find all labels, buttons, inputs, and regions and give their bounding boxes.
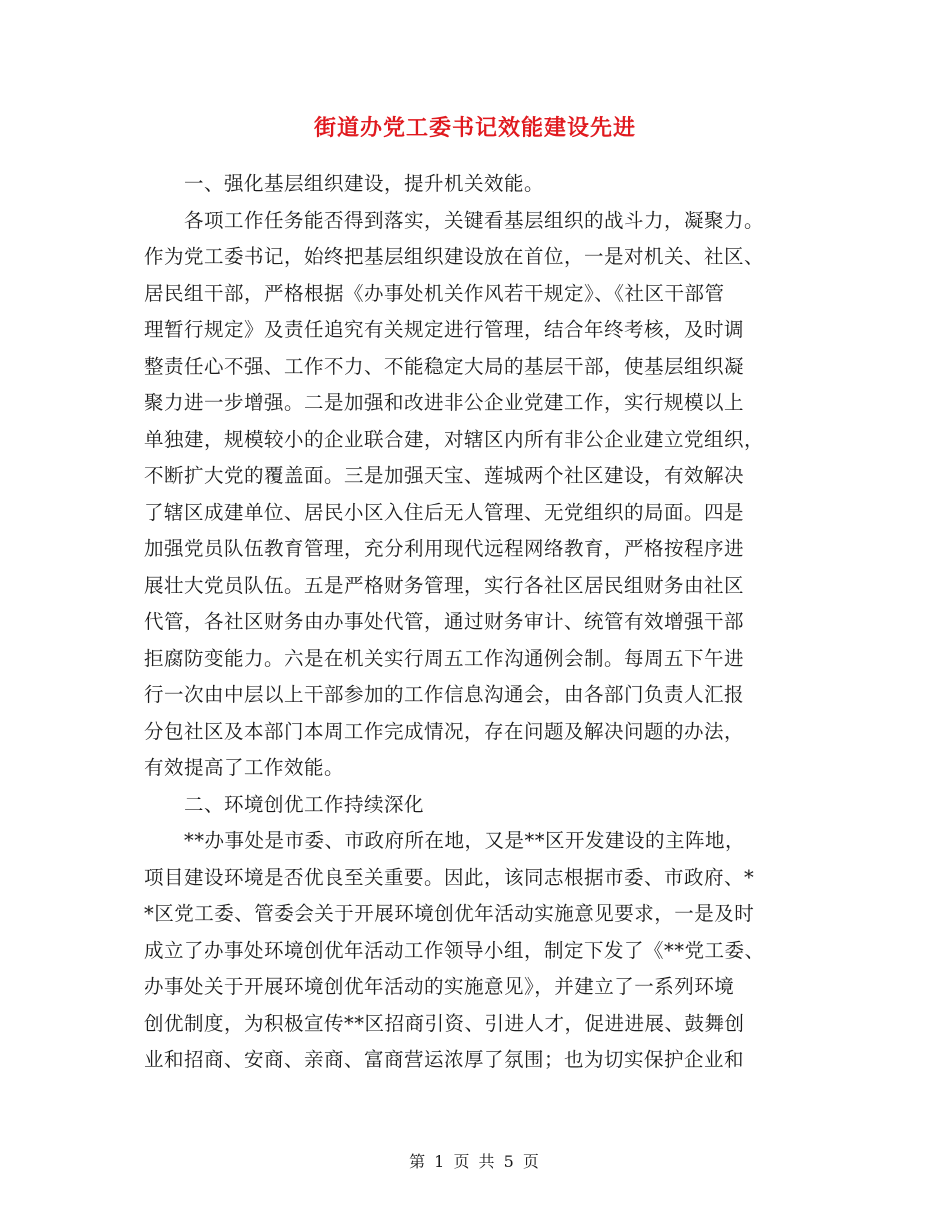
text-line: 一、强化基层组织建设，提升机关效能。 xyxy=(184,172,545,195)
text-line: 整责任心不强、工作不力、不能稳定大局的基层干部，使基层组织凝 xyxy=(144,354,745,378)
text-line: 拒腐防变能力。六是在机关实行周五工作沟通例会制。每周五下午进 xyxy=(144,646,745,670)
text-line: 项目建设环境是否优良至关重要。因此，该同志根据市委、市政府、* xyxy=(144,865,755,889)
document-title: 街道办党工委书记效能建设先进 xyxy=(313,115,636,141)
text-line: 行一次由中层以上干部参加的工作信息沟通会，由各部门负责人汇报 xyxy=(144,683,745,706)
text-line: 成立了办事处环境创优年活动工作领导小组，制定下发了《**党工委、 xyxy=(144,938,765,962)
text-line: 办事处关于开展环境创优年活动的实施意见》，并建立了一系列环境 xyxy=(144,975,735,998)
text-line: 分包社区及本部门本周工作完成情况，存在问题及解决问题的办法， xyxy=(144,719,745,743)
text-line: 作为党工委书记，始终把基层组织建设放在首位，一是对机关、社区、 xyxy=(144,245,765,268)
text-line: *区党工委、管委会关于开展环境创优年活动实施意见要求，一是及时 xyxy=(144,902,755,925)
text-line: 有效提高了工作效能。 xyxy=(144,756,345,779)
text-line: 聚力进一步增强。二是加强和改进非公企业党建工作，实行规模以上 xyxy=(144,391,745,414)
text-line: 代管，各社区财务由办事处代管，通过财务审计、统管有效增强干部 xyxy=(144,610,745,633)
text-line: 不断扩大党的覆盖面。三是加强天宝、莲城两个社区建设，有效解决 xyxy=(144,464,745,487)
text-line: 业和招商、安商、亲商、富商营运浓厚了氛围；也为切实保护企业和 xyxy=(144,1048,745,1071)
document-body xyxy=(144,166,808,1079)
page-footer: 第 1 页 共 5 页 xyxy=(409,1152,541,1171)
text-line: 各项工作任务能否得到落实，关键看基层组织的战斗力，凝聚力。 xyxy=(184,208,765,232)
text-line: 二、环境创优工作持续深化 xyxy=(184,792,425,816)
text-line: **办事处是市委、市政府所在地，又是**区开发建设的主阵地， xyxy=(184,829,746,852)
text-line: 了辖区成建单位、居民小区入住后无人管理、无党组织的局面。四是 xyxy=(144,500,745,524)
text-line: 居民组干部，严格根据《办事处机关作风若干规定》、《社区干部管 xyxy=(144,281,725,305)
text-line: 创优制度，为积极宣传**区招商引资、引进人才，促进进展、鼓舞创 xyxy=(144,1011,745,1035)
text-line: 理暂行规定》及责任追究有关规定进行管理，结合年终考核，及时调 xyxy=(144,318,745,341)
text-line: 展壮大党员队伍。五是严格财务管理，实行各社区居民组财务由社区 xyxy=(144,573,745,597)
text-line: 加强党员队伍教育管理，充分利用现代远程网络教育，严格按程序进 xyxy=(144,537,745,560)
text-line: 单独建，规模较小的企业联合建，对辖区内所有非公企业建立党组织， xyxy=(144,427,765,451)
